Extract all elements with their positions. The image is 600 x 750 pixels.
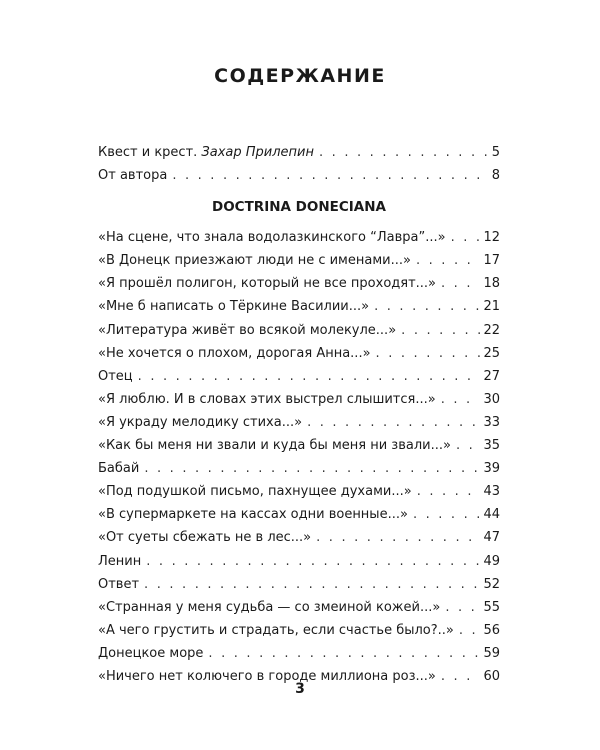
dot-leader (316, 526, 480, 549)
toc-entry-title: Квест и крест. (98, 145, 202, 160)
toc-entry-page: 43 (483, 484, 500, 500)
dot-leader (172, 164, 488, 187)
toc-entry-page: 47 (483, 530, 500, 546)
toc-entry[interactable] (98, 573, 500, 596)
dot-leader (144, 573, 480, 596)
toc-entry[interactable] (98, 642, 500, 665)
toc-entry-page: 55 (483, 599, 500, 615)
toc-entry-page: 21 (483, 299, 500, 315)
toc-entry-title: «А чего грустить и страдать, если счастье было?..» (98, 622, 454, 638)
section-heading: DOCTRINA DONECIANA (212, 199, 386, 216)
toc-entry[interactable] (98, 342, 500, 365)
page-number: 3 (295, 681, 305, 697)
toc-entry-title: «Странная у меня судьба — со змеиной кожей...» (98, 599, 441, 615)
toc-entry[interactable] (98, 550, 500, 573)
toc-entry[interactable] (98, 596, 500, 619)
toc-entry-title: Ответ (98, 576, 140, 592)
dot-leader (459, 619, 481, 642)
toc-entry[interactable] (98, 457, 500, 480)
toc-entry-page: 49 (483, 553, 500, 569)
toc-entry[interactable] (98, 319, 500, 342)
toc-entry-preface[interactable] (98, 141, 500, 164)
dot-leader (441, 272, 480, 295)
toc-entry-title: «На сцене, что знала водолазкинского “Лавра”...» (98, 230, 446, 246)
toc-entry[interactable] (98, 480, 500, 503)
toc-entry-page: 27 (483, 368, 500, 384)
toc-entry-page: 60 (483, 668, 500, 684)
toc-entry-page: 35 (483, 438, 500, 454)
toc-entry-title: «Как бы меня ни звали и куда бы меня ни звали...» (98, 438, 451, 454)
dot-leader (416, 249, 481, 272)
toc-entry-page: 18 (483, 276, 500, 292)
toc-entry-author: Захар Прилепин (201, 145, 314, 160)
dot-leader (208, 642, 480, 665)
toc-entry-page: 30 (483, 391, 500, 407)
dot-leader (144, 457, 480, 480)
toc-entry[interactable] (98, 249, 500, 272)
toc-entry-title: «Я люблю. И в словах этих выстрел слышится...» (98, 391, 436, 407)
toc-entry-title: «Литература живёт во всякой молекуле...» (98, 322, 397, 338)
toc-entry-title: «Мне б написать о Тёркине Василии...» (98, 299, 370, 315)
toc-entry-page: 8 (491, 168, 500, 184)
toc-entry-page: 56 (483, 622, 500, 638)
toc-entry-label (98, 141, 314, 164)
toc-entry-page: 17 (483, 253, 500, 269)
toc-entry-page: 52 (483, 576, 500, 592)
toc-entry-title: «Ничего нет колючего в городе миллиона роз...» (98, 668, 436, 684)
toc-entry-title: Отец (98, 368, 133, 384)
dot-leader (401, 319, 480, 342)
toc-entry-title: Бабай (98, 461, 140, 477)
toc-entry[interactable] (98, 226, 500, 249)
toc-entry-page: 59 (483, 645, 500, 661)
toc-entry-page: 44 (483, 507, 500, 523)
toc-entry-title: Донецкое море (98, 645, 204, 661)
dot-leader (441, 388, 481, 411)
toc-entry-title: «Не хочется о плохом, дорогая Анна...» (98, 345, 371, 361)
toc-entry-page: 39 (483, 461, 500, 477)
page-title: СОДЕРЖАНИЕ (214, 65, 386, 87)
toc-entry-page: 12 (483, 230, 500, 246)
toc-entry-page: 5 (491, 145, 500, 160)
toc-entry[interactable] (98, 503, 500, 526)
dot-leader (445, 596, 480, 619)
toc-entry[interactable] (98, 526, 500, 549)
toc-entry[interactable] (98, 295, 500, 318)
toc-entry[interactable] (98, 434, 500, 457)
dot-leader (307, 411, 480, 434)
dot-leader (319, 141, 489, 164)
dot-leader (376, 342, 481, 365)
toc-entry[interactable] (98, 619, 500, 642)
toc-entry-title: «Я прошёл полигон, который не все проходят...» (98, 276, 436, 292)
dot-leader (146, 550, 480, 573)
dot-leader (456, 434, 481, 457)
dot-leader (138, 365, 481, 388)
toc-entry-title: От автора (98, 168, 168, 184)
toc-entry-title: «В супермаркете на кассах одни военные...» (98, 507, 408, 523)
toc-entry[interactable] (98, 388, 500, 411)
table-of-contents (98, 141, 500, 688)
toc-entry-title: «От суеты сбежать не в лес...» (98, 530, 312, 546)
toc-entry-title: Ленин (98, 553, 142, 569)
toc-entry-from-author[interactable] (98, 164, 500, 187)
toc-entry-title: «Под подушкой письмо, пахнущее духами...» (98, 484, 412, 500)
toc-entry-page: 33 (483, 414, 500, 430)
toc-entry[interactable] (98, 272, 500, 295)
toc-entry[interactable] (98, 365, 500, 388)
dot-leader (374, 295, 480, 318)
toc-entry-title: «В Донецк приезжают люди не с именами...» (98, 253, 411, 269)
toc-entry-page: 22 (483, 322, 500, 338)
dot-leader (417, 480, 481, 503)
toc-entry-page: 25 (483, 345, 500, 361)
dot-leader (413, 503, 481, 526)
dot-leader (451, 226, 481, 249)
toc-entry-title: «Я украду мелодику стиха...» (98, 414, 303, 430)
toc-entry[interactable] (98, 411, 500, 434)
